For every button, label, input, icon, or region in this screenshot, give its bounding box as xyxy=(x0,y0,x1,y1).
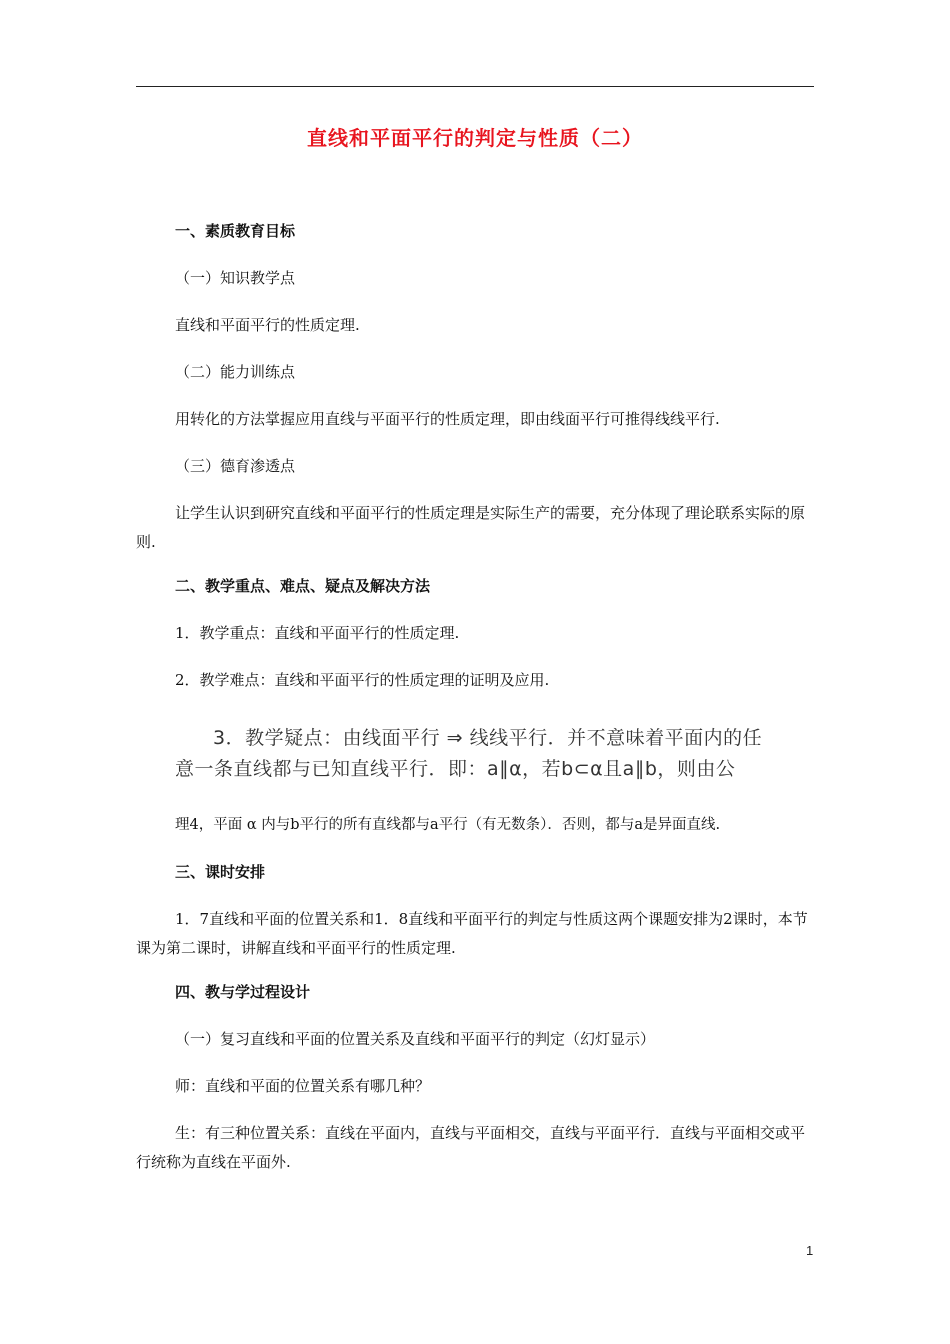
key-point-item: 1．教学重点：直线和平面平行的性质定理. xyxy=(175,624,460,642)
doubt-item-line-2: 意一条直线都与已知直线平行．即：a∥α，若b⊂α且a∥b，则由公 xyxy=(175,758,736,780)
subsection-knowledge: （一）知识教学点 xyxy=(175,269,296,287)
schedule-text: 1．7直线和平面的位置关系和1．8直线和平面平行的判定与性质这两个课题安排为2课时，本节课为第二课时，讲解直线和平面平行的性质定理. xyxy=(136,910,808,957)
difficulty-item: 2．教学难点：直线和平面平行的性质定理的证明及应用. xyxy=(175,671,550,689)
section-1-heading: 一、素质教育目标 xyxy=(175,222,296,240)
teacher-question: 师：直线和平面的位置关系有哪几种？ xyxy=(175,1077,431,1095)
section-2-heading: 二、教学重点、难点、疑点及解决方法 xyxy=(175,577,431,595)
page-number: 1 xyxy=(806,1243,814,1258)
ability-text: 用转化的方法掌握应用直线与平面平行的性质定理，即由线面平行可推得线线平行. xyxy=(175,410,720,428)
document-title: 直线和平面平行的判定与性质（二） xyxy=(307,126,643,150)
student-answer: 生：有三种位置关系：直线在平面内，直线与平面相交，直线与平面平行．直线与平面相交或平行统称为直线在平面外. xyxy=(136,1124,806,1171)
section-4-heading: 四、教与学过程设计 xyxy=(175,983,311,1001)
header-rule xyxy=(136,86,814,87)
review-subsection: （一）复习直线和平面的位置关系及直线和平面平行的判定（幻灯显示） xyxy=(175,1030,656,1048)
doubt-item-line-1: 3．教学疑点：由线面平行 ⇒ 线线平行．并不意味着平面内的任 xyxy=(213,727,763,749)
doubt-item-line-3: 理4，平面 α 内与b平行的所有直线都与a平行（有无数条）．否则，都与a是异面直线. xyxy=(175,817,721,833)
subsection-ability: （二）能力训练点 xyxy=(175,363,296,381)
moral-text: 让学生认识到研究直线和平面平行的性质定理是实际生产的需要，充分体现了理论联系实际的原则. xyxy=(136,504,806,551)
section-3-heading: 三、课时安排 xyxy=(175,863,266,881)
subsection-moral: （三）德育渗透点 xyxy=(175,457,296,475)
knowledge-text: 直线和平面平行的性质定理. xyxy=(175,316,360,334)
